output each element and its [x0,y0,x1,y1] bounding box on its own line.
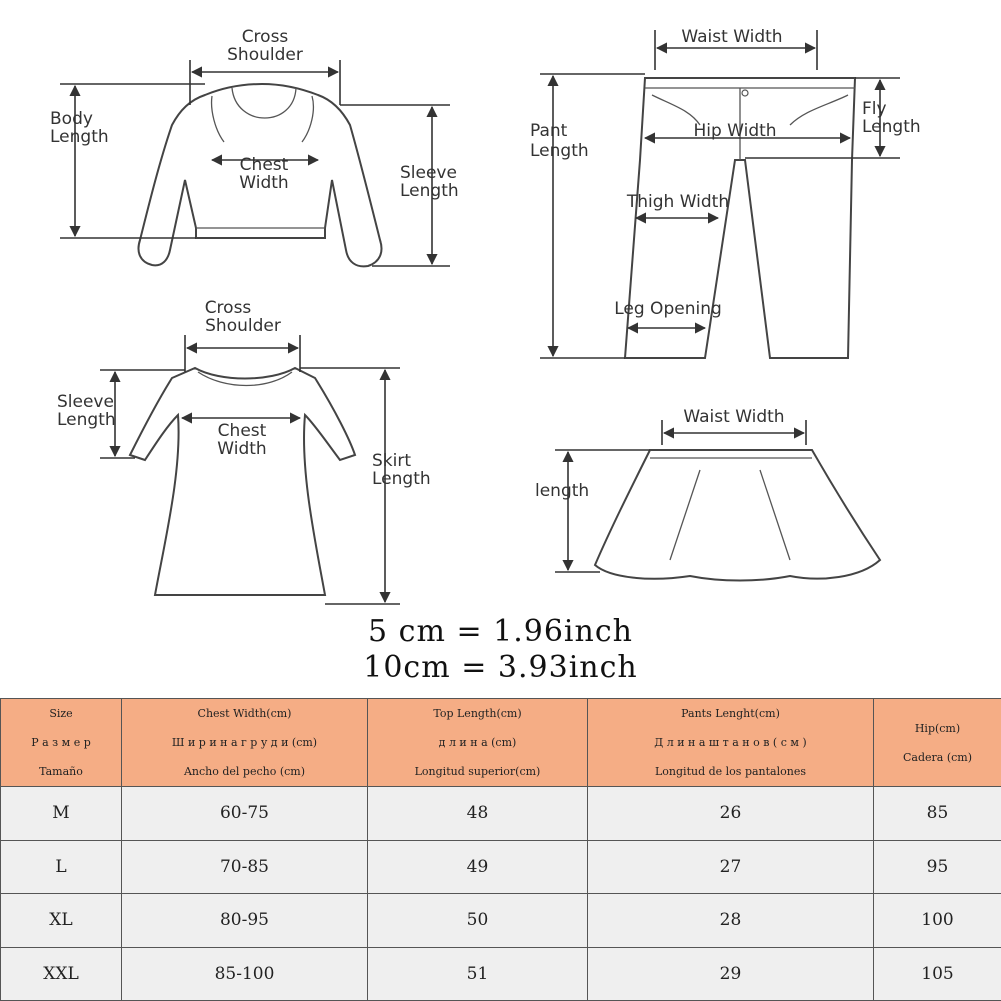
header-line: Tamaño [39,765,83,778]
pants-leg-label: Leg Opening [614,299,722,319]
size-cell: XL [1,894,122,948]
pants-length-cell: 29 [588,947,874,1001]
sweater-body-label-1: Body [50,109,93,129]
dress-skirt-label-2: Length [372,469,431,489]
pants-hip-label: Hip Width [693,121,777,141]
sweater-body-label-2: Length [50,127,109,147]
header-line: Top Length(cm) [433,707,522,720]
header-line: Ancho del pecho (cm) [183,765,306,778]
skirt-outline [595,450,880,581]
header-line: Chest Width(cm) [197,707,292,720]
sweater-diagram [50,27,459,266]
dress-outline [130,368,355,595]
table-row [1,787,1001,841]
top-length-cell: 48 [368,787,588,841]
conversion-inch: 3.93inch [497,650,638,685]
conversion-inch: 1.96inch [493,614,633,649]
sweater-shoulder-label-2: Shoulder [227,45,303,65]
pants-waist-label: Waist Width [681,27,783,47]
header-line: Д л и н а ш т а н о в ( с м ) [654,736,807,749]
sweater-sleeve-label-2: Length [400,181,459,201]
pants-pant-label-2: Length [530,141,589,161]
pants-fly-label-1: Fly [862,99,887,119]
size-cell: M [1,787,122,841]
table-row [1,947,1001,1001]
pants-thigh-label: Thigh Width [626,192,730,212]
chest-width-cell: 85-100 [122,947,368,1001]
sweater-cross-label-1: Cross [241,27,289,47]
chest-width-cell: 70-85 [122,840,368,894]
hip-cell: 105 [874,947,1001,1001]
conversion-equals: = [461,650,488,685]
pants-length-cell: 26 [588,787,874,841]
dress-sleeve-label-1: Sleeve [57,392,114,412]
header-size [1,699,122,787]
dress-skirt-label-1: Skirt [372,451,412,471]
conversion-line-2 [0,650,1001,685]
header-top-length [368,699,588,787]
conversion-line-1 [0,614,1001,649]
header-line: Pants Lenght(cm) [681,707,780,720]
pants-diagram [530,27,921,358]
sweater-chest-label-1: Chest [239,155,289,175]
chest-width-cell: 60-75 [122,787,368,841]
dress-chest-label-2: Width [217,439,267,459]
pants-length-cell: 27 [588,840,874,894]
dress-cross-label-1: Cross [204,298,252,318]
dress-chest-label-1: Chest [217,421,267,441]
dress-diagram [57,298,431,604]
pants-length-cell: 28 [588,894,874,948]
sweater-chest-label-2: Width [239,173,289,193]
header-line: д л и н а (cm) [438,736,517,749]
conversion-equals: = [456,614,483,649]
header-line: Р а з м е р [31,736,91,749]
header-hip [874,699,1001,787]
size-cell: L [1,840,122,894]
dress-shoulder-label-2: Shoulder [205,316,281,336]
hip-cell: 85 [874,787,1001,841]
dress-sleeve-label-2: Length [57,410,116,430]
header-line: Longitud de los pantalones [655,765,806,778]
pants-fly-label-2: Length [862,117,921,137]
conversion-cm: 10cm [363,650,451,685]
header-line: Size [49,707,73,720]
sweater-sleeve-label-1: Sleeve [400,163,457,183]
size-cell: XXL [1,947,122,1001]
top-length-cell: 49 [368,840,588,894]
header-line: Ш и р и н а г р у д и (cm) [171,736,318,749]
skirt-length-label: length [535,481,590,501]
table-row [1,894,1001,948]
header-line: Hip(cm) [914,721,961,735]
skirt-diagram [535,407,880,581]
header-line: Longitud superior(cm) [414,765,541,778]
table-row [1,840,1001,894]
chest-width-cell: 80-95 [122,894,368,948]
pants-pant-label-1: Pant [530,121,568,141]
header-pants-length [588,699,874,787]
header-chest-width [122,699,368,787]
skirt-waist-label: Waist Width [683,407,785,427]
size-chart-table [0,698,1001,1001]
top-length-cell: 50 [368,894,588,948]
header-line: Cadera (cm) [902,750,972,764]
table-header-row [1,699,1001,787]
conversion-cm: 5 cm [368,614,446,649]
top-length-cell: 51 [368,947,588,1001]
hip-cell: 100 [874,894,1001,948]
hip-cell: 95 [874,840,1001,894]
